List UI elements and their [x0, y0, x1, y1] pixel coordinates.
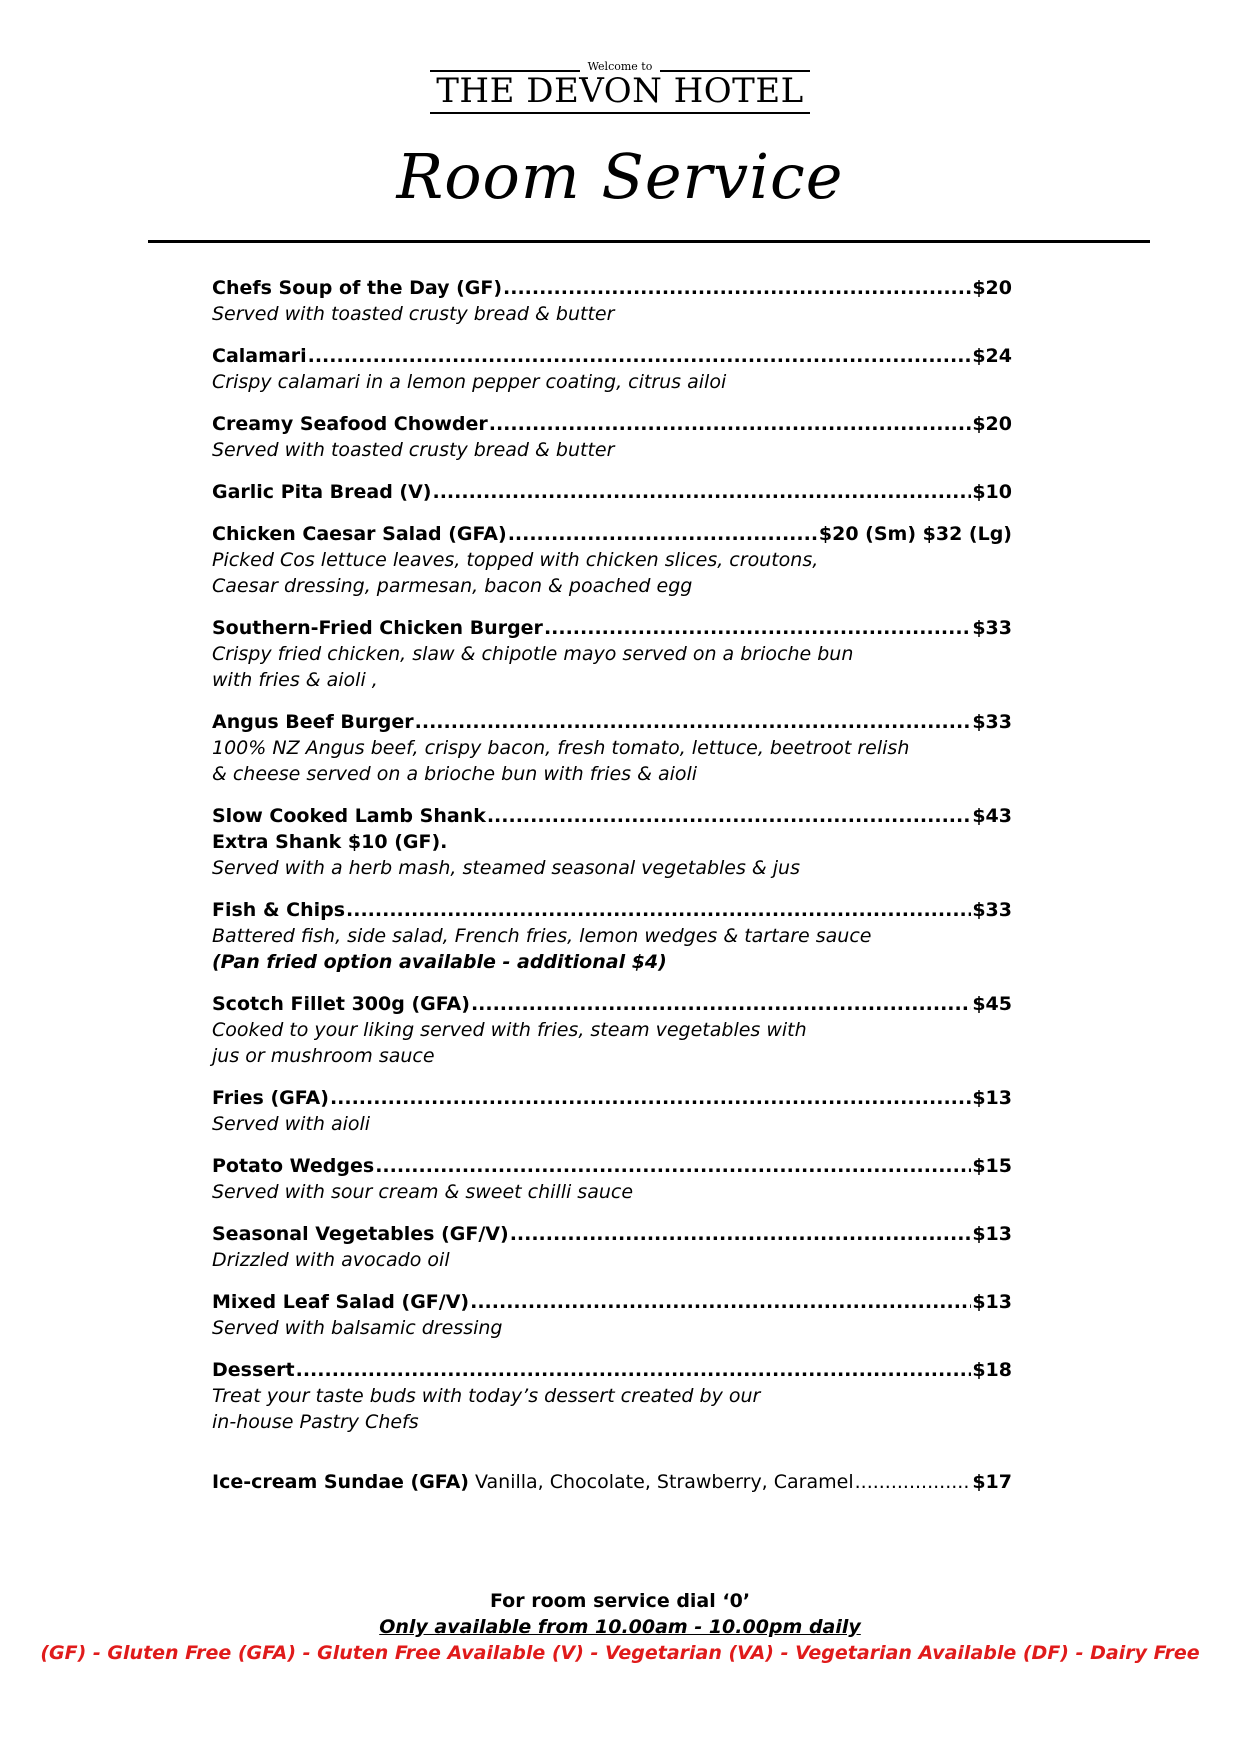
menu-item — [212, 521, 1012, 599]
item-description: Served with a herb mash, steamed seasonal vegetables & jus — [212, 857, 800, 879]
item-name: Creamy Seafood Chowder — [212, 413, 488, 435]
item-description: Served with balsamic dressing — [212, 1317, 503, 1339]
item-description: Served with toasted crusty bread & butter — [212, 439, 615, 461]
item-price: $13 — [972, 1223, 1012, 1245]
item-description: Served with aioli — [212, 1113, 371, 1135]
dot-leader — [346, 897, 971, 923]
menu-item — [212, 897, 1012, 975]
item-price: $15 — [972, 1155, 1012, 1177]
menu-item — [212, 1289, 1012, 1341]
footer — [0, 1588, 1240, 1666]
item-price: $20 (Sm) $32 (Lg) — [818, 523, 1012, 545]
dietary-legend: (GF) - Gluten Free (GFA) - Gluten Free Available (V) - Vegetarian (VA) - Vegetarian Available (DF) - Dairy Free — [40, 1642, 1200, 1664]
item-description: Picked Cos lettuce leaves, topped with chicken slices, croutons, Caesar dressing, parmesan, bacon & poached egg — [212, 549, 819, 597]
dot-leader — [855, 1469, 972, 1495]
item-name: Seasonal Vegetables (GF/V) — [212, 1223, 509, 1245]
item-name: Garlic Pita Bread (V) — [212, 481, 432, 503]
dot-leader — [470, 1289, 971, 1315]
dot-leader — [544, 615, 971, 641]
item-price: $33 — [972, 617, 1012, 639]
item-price: $17 — [972, 1471, 1012, 1493]
logo-underline — [430, 112, 810, 114]
menu-item — [212, 803, 1012, 881]
item-name: Fries (GFA) — [212, 1087, 329, 1109]
item-price: $24 — [972, 345, 1012, 367]
dot-leader — [487, 803, 971, 829]
service-hours: Only available from 10.00am - 10.00pm daily — [379, 1616, 861, 1638]
item-price: $18 — [972, 1359, 1012, 1381]
item-price: $20 — [972, 277, 1012, 299]
menu-item — [212, 1153, 1012, 1205]
item-description: Crispy fried chicken, slaw & chipotle mayo served on a brioche bun with fries & aioli , — [212, 643, 854, 691]
dot-leader — [471, 991, 971, 1017]
item-description: Cooked to your liking served with fries, steam vegetables with jus or mushroom sauce — [212, 1019, 807, 1067]
dial-instructions: For room service dial ‘0’ — [489, 1590, 751, 1612]
hotel-name: THE DEVON HOTEL — [436, 71, 804, 111]
item-name: Fish & Chips — [212, 899, 346, 921]
dot-leader — [375, 1153, 971, 1179]
menu-item — [212, 479, 1012, 505]
item-price: $45 — [972, 993, 1012, 1015]
menu-item — [212, 343, 1012, 395]
menu-item — [212, 615, 1012, 693]
dot-leader — [508, 521, 818, 547]
item-note: (Pan fried option available - additional $4) — [212, 951, 667, 973]
page-title: Room Service — [396, 140, 844, 213]
item-name: Chefs Soup of the Day (GF) — [212, 277, 503, 299]
dot-leader — [415, 709, 972, 735]
menu-list — [212, 275, 1012, 1495]
item-price: $33 — [972, 711, 1012, 733]
item-name: Angus Beef Burger — [212, 711, 414, 733]
item-flavours: Vanilla, Chocolate, Strawberry, Caramel — [474, 1471, 854, 1493]
item-price: $20 — [972, 413, 1012, 435]
header — [0, 48, 1240, 116]
title-divider — [148, 240, 1150, 243]
item-name: Potato Wedges — [212, 1155, 375, 1177]
item-description: Battered fish, side salad, French fries, lemon wedges & tartare sauce — [212, 925, 872, 947]
item-name: Calamari — [212, 345, 307, 367]
item-extra: Extra Shank $10 (GF). — [212, 831, 448, 853]
item-name: Chicken Caesar Salad (GFA) — [212, 523, 507, 545]
item-description: Crispy calamari in a lemon pepper coating, citrus ailoi — [212, 371, 727, 393]
item-name: Scotch Fillet 300g (GFA) — [212, 993, 470, 1015]
item-name: Southern-Fried Chicken Burger — [212, 617, 543, 639]
item-price: $13 — [972, 1087, 1012, 1109]
logo-welcome: Welcome to — [587, 60, 653, 73]
item-price: $10 — [972, 481, 1012, 503]
menu-item-sundae — [212, 1469, 1012, 1495]
dot-leader — [308, 343, 972, 369]
item-description: Served with toasted crusty bread & butter — [212, 303, 615, 325]
hotel-logo — [430, 48, 810, 112]
dot-leader — [503, 275, 971, 301]
item-name: Mixed Leaf Salad (GF/V) — [212, 1291, 470, 1313]
menu-item — [212, 991, 1012, 1069]
item-name: Ice-cream Sundae (GFA) — [212, 1471, 469, 1493]
item-name: Dessert — [212, 1359, 295, 1381]
dot-leader — [296, 1357, 972, 1383]
menu-item — [212, 1221, 1012, 1273]
item-price: $33 — [972, 899, 1012, 921]
menu-item — [212, 275, 1012, 327]
item-description: Treat your taste buds with today’s dessert created by our in-house Pastry Chefs — [212, 1385, 761, 1433]
item-description: Served with sour cream & sweet chilli sauce — [212, 1181, 634, 1203]
dot-leader — [489, 411, 972, 437]
dot-leader — [510, 1221, 972, 1247]
item-description: Drizzled with avocado oil — [212, 1249, 450, 1271]
dot-leader — [433, 479, 972, 505]
menu-item — [212, 709, 1012, 787]
item-price: $43 — [972, 805, 1012, 827]
item-name: Slow Cooked Lamb Shank — [212, 805, 486, 827]
menu-item — [212, 1357, 1012, 1435]
menu-item — [212, 411, 1012, 463]
item-description: 100% NZ Angus beef, crispy bacon, fresh tomato, lettuce, beetroot relish & cheese served on a brioche bun with fries & aioli — [212, 737, 910, 785]
item-price: $13 — [972, 1291, 1012, 1313]
menu-item — [212, 1085, 1012, 1137]
dot-leader — [330, 1085, 971, 1111]
